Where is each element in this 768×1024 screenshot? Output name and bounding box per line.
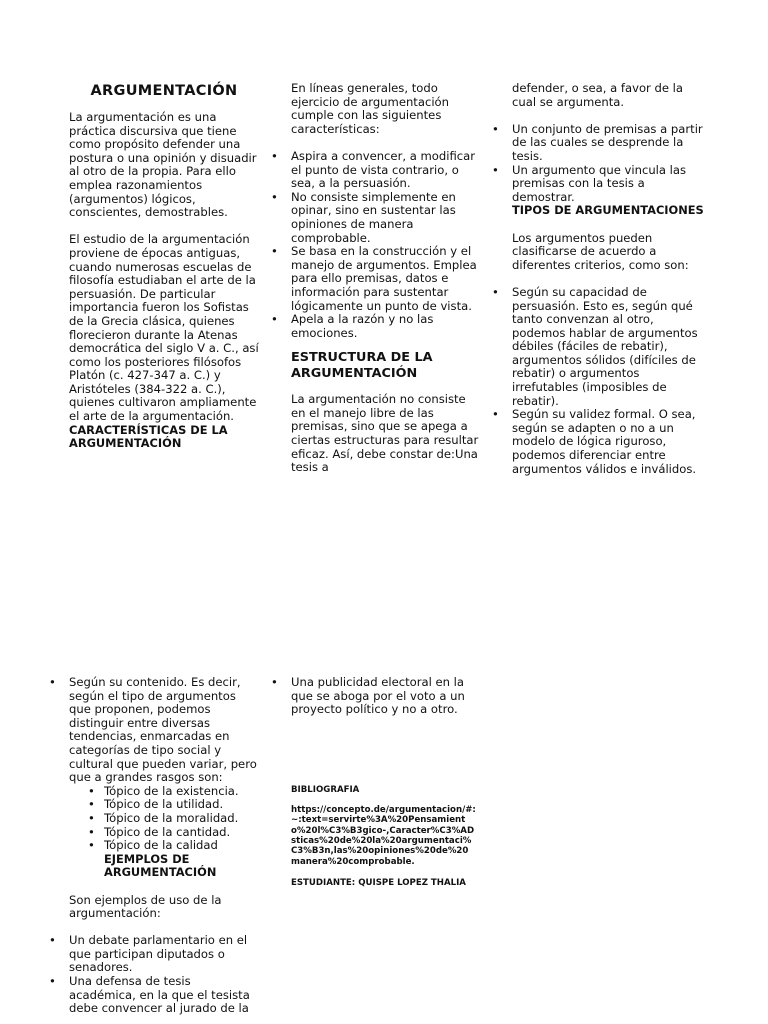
examples-heading: EJEMPLOS DE ARGUMENTACIÓN	[104, 851, 217, 880]
list-item: • Una publicidad electoral en la que se aboga por el voto a un proyecto político y no a otro.	[291, 676, 481, 717]
list-item: • No consiste simplemente en opinar, sino en sustentar las opiniones de manera comprobable.	[291, 191, 481, 245]
list-item: • Un argumento que vincula las premisas con la tesis a demostrar.	[512, 164, 707, 205]
bibliography-link[interactable]: https://concepto.de/argumentacion/#:~:text=servirte%3A%20Pensamiento%20l%C3%B3gico-,Caracter%C3%ADsticas%20de%20la%20argumentaci%C3%B3n,las%20opiniones%20de%20manera%20comprobable.	[291, 805, 476, 867]
types-heading: TIPOS DE ARGUMENTACIONES	[512, 203, 704, 218]
student-name: ESTUDIANTE: QUISPE LOPEZ THALIA	[291, 877, 466, 888]
column-4	[69, 676, 259, 1016]
column-1	[69, 82, 259, 451]
list-item	[69, 676, 259, 853]
content-bullet-text: Según su contenido. Es decir, según el tipo de argumentos que proponen, podemos distinguir entre diversas tendencias, enmarcadas en categorías de tipo social y cultural que pueden variar, pero que a grandes rasgos son:	[69, 675, 257, 785]
list-item: • Un conjunto de premisas a partir de las cuales se desprende la tesis.	[512, 123, 707, 164]
topicos-list	[104, 785, 259, 853]
characteristics-intro: En líneas generales, todo ejercicio de argumentación cumple con las siguientes características:	[291, 81, 449, 136]
column-2	[291, 82, 481, 475]
page-title: ARGUMENTACIÓN	[90, 83, 238, 99]
structure-heading: ESTRUCTURA DE LA ARGUMENTACIÓN	[291, 350, 433, 381]
structure-paragraph: La argumentación no consiste en el manejo libre de las premisas, sino que se apega a ciertas estructuras para resultar eficaz. Así, debe constar de:Una tesis a	[291, 392, 479, 475]
list-item: • Tópico de la cantidad.	[104, 826, 259, 840]
list-item: • Según su capacidad de persuasión. Esto es, según qué tanto convenzan al otro, podemos hablar de argumentos débiles (fáciles de rebatir), argumentos sólidos (difíciles de rebatir) o argumentos irrefutables (imposibles de rebatir).	[512, 286, 707, 408]
list-item: • Tópico de la existencia.	[104, 785, 259, 799]
bibliography-heading: BIBLIOGRAFIA	[291, 784, 360, 795]
characteristics-list	[291, 150, 481, 340]
content-list	[69, 676, 259, 853]
examples-list	[69, 934, 259, 1016]
column-5	[291, 676, 481, 888]
list-item: • Un debate parlamentario en el que participan diputados o senadores.	[69, 934, 259, 975]
structure-continuation: defender, o sea, a favor de la cual se argumenta.	[512, 81, 683, 109]
list-item: • Según su validez formal. O sea, según se adapten o no a un modelo de lógica riguroso, podemos diferenciar entre argumentos válidos e inválidos.	[512, 408, 707, 476]
examples-intro: Son ejemplos de uso de la argumentación:	[69, 892, 222, 921]
history-paragraph: El estudio de la argumentación proviene de épocas antiguas, cuando numerosas escuelas de filosofía estudiaban el arte de la persuasión. De particular importancia fueron los Sofistas de la Grecia clásica, quienes florecieron durante la Atenas democrática del siglo V a. C., así como los posteriores filósofos Platón (c. 427-347 a. C.) y Aristóteles (384-322 a. C.), quienes cultivaron ampliamente el arte de la argumentación.	[69, 232, 259, 424]
list-item: • Se basa en la construcción y el manejo de argumentos. Emplea para ello premisas, datos e información para sustentar lógicamente un punto de vista.	[291, 245, 481, 313]
characteristics-heading: CARACTERÍSTICAS DE LA ARGUMENTACIÓN	[69, 422, 228, 451]
list-item: • Tópico de la moralidad.	[104, 812, 259, 826]
list-item: • Tópico de la calidad	[104, 839, 259, 853]
list-item: • Aspira a convencer, a modificar el punto de vista contrario, o sea, a la persuasión.	[291, 150, 481, 191]
list-item: • Apela a la razón y no las emociones.	[291, 313, 481, 340]
structure-list	[512, 123, 707, 205]
list-item: • Una defensa de tesis académica, en la que el tesista debe convencer al jurado de la	[69, 975, 259, 1016]
intro-paragraph: La argumentación es una práctica discursiva que tiene como propósito defender una postura o una opinión y disuadir al otro de la propia. Para ello emplea razonamientos (argumentos) lógicos, conscientes, demostrables.	[69, 110, 257, 220]
examples-list-continued	[291, 676, 481, 717]
types-list	[512, 286, 707, 476]
list-item: • Tópico de la utilidad.	[104, 798, 259, 812]
column-3	[512, 82, 707, 476]
types-intro: Los argumentos pueden clasificarse de acuerdo a diferentes criterios, como son:	[512, 230, 689, 272]
